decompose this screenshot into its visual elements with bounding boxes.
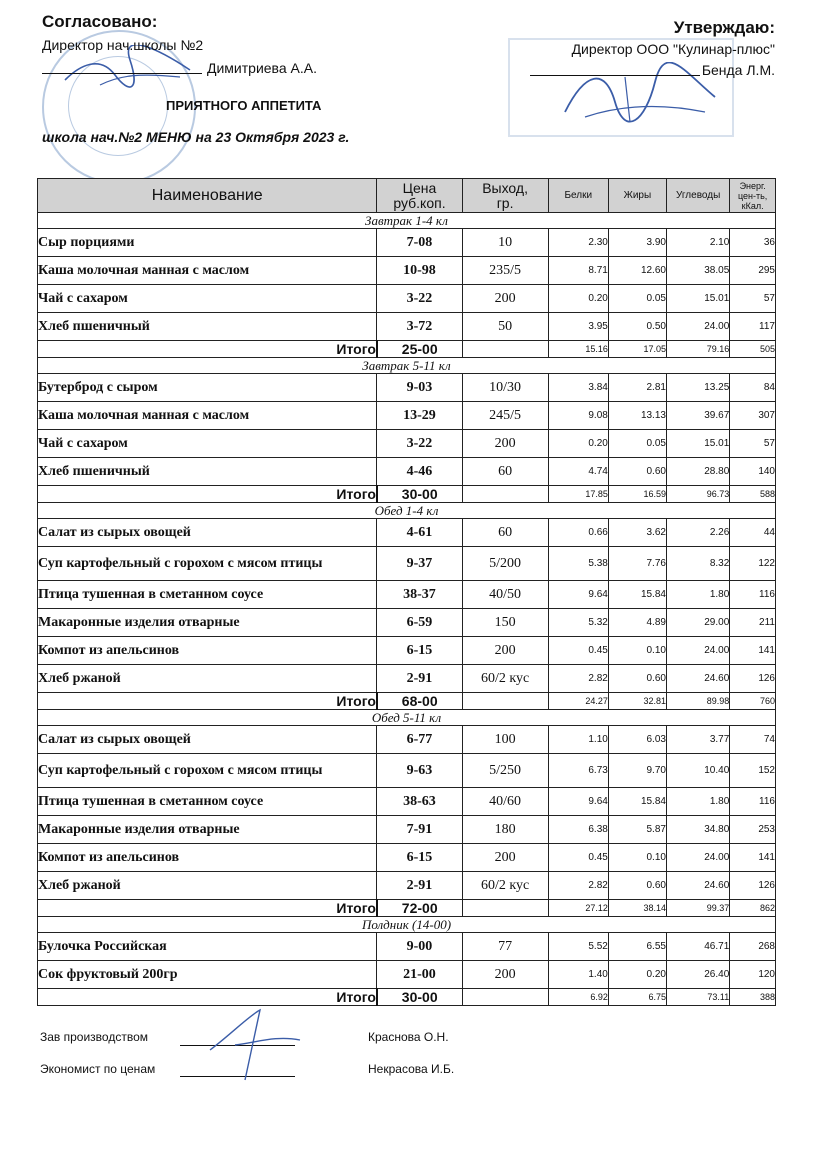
dish-protein: 0.20 — [548, 285, 608, 313]
dish-name: Суп картофельный с горохом с мясом птицы — [38, 547, 377, 581]
dish-protein: 9.64 — [548, 788, 608, 816]
dish-carbs: 1.80 — [666, 581, 729, 609]
dish-name: Чай с сахаром — [38, 430, 377, 458]
dish-name: Птица тушенная в сметанном соусе — [38, 788, 377, 816]
dish-carbs: 13.25 — [666, 374, 729, 402]
dish-price: 7-08 — [377, 229, 462, 257]
dish-output: 150 — [462, 609, 548, 637]
section-title: Полдник (14-00) — [38, 917, 776, 933]
dish-name: Чай с сахаром — [38, 285, 377, 313]
col-energy-header-line1: Энерг. — [739, 180, 766, 191]
total-kcal: 760 — [730, 693, 776, 710]
dish-carbs: 26.40 — [666, 961, 729, 989]
dish-protein: 6.73 — [548, 754, 608, 788]
dish-name: Компот из апельсинов — [38, 637, 377, 665]
total-kcal: 862 — [730, 900, 776, 917]
col-carbs-header: Углеводы — [666, 179, 729, 213]
dish-output: 5/200 — [462, 547, 548, 581]
approve-signature-line — [530, 75, 700, 76]
dish-protein: 1.10 — [548, 726, 608, 754]
dish-fat: 12.60 — [608, 257, 666, 285]
dish-protein: 3.84 — [548, 374, 608, 402]
dish-price: 3-72 — [377, 313, 462, 341]
dish-fat: 5.87 — [608, 816, 666, 844]
dish-name: Сыр порциями — [38, 229, 377, 257]
menu-item-row — [38, 844, 776, 872]
col-fat-header: Жиры — [608, 179, 666, 213]
total-label: Итого — [38, 341, 377, 358]
dish-output: 60 — [462, 519, 548, 547]
total-price: 72-00 — [377, 900, 462, 917]
menu-item-row — [38, 285, 776, 313]
dish-protein: 0.66 — [548, 519, 608, 547]
dish-protein: 0.20 — [548, 430, 608, 458]
menu-table — [37, 178, 776, 1006]
menu-item-row — [38, 257, 776, 285]
total-output-empty — [462, 693, 548, 710]
menu-item-row — [38, 519, 776, 547]
dish-fat: 2.81 — [608, 374, 666, 402]
total-carbs: 96.73 — [666, 486, 729, 503]
col-energy-header-line3: кКал. — [741, 200, 764, 211]
dish-fat: 0.05 — [608, 430, 666, 458]
menu-item-row — [38, 933, 776, 961]
menu-item-row — [38, 458, 776, 486]
dish-protein: 2.30 — [548, 229, 608, 257]
dish-fat: 6.03 — [608, 726, 666, 754]
table-header-row — [38, 179, 776, 213]
dish-price: 3-22 — [377, 285, 462, 313]
agreed-title: Согласовано: — [42, 12, 158, 31]
col-name-header: Наименование — [38, 179, 377, 213]
dish-price: 9-63 — [377, 754, 462, 788]
menu-item-row — [38, 961, 776, 989]
dish-carbs: 46.71 — [666, 933, 729, 961]
section-row — [38, 358, 776, 374]
dish-price: 21-00 — [377, 961, 462, 989]
dish-protein: 0.45 — [548, 637, 608, 665]
total-row — [38, 900, 776, 917]
dish-fat: 13.13 — [608, 402, 666, 430]
signature-right — [555, 62, 725, 132]
dish-output: 5/250 — [462, 754, 548, 788]
section-row — [38, 917, 776, 933]
total-fat: 38.14 — [608, 900, 666, 917]
section-title: Завтрак 1-4 кл — [38, 213, 776, 229]
menu-item-row — [38, 402, 776, 430]
dish-output: 10 — [462, 229, 548, 257]
dish-protein: 4.74 — [548, 458, 608, 486]
total-output-empty — [462, 341, 548, 358]
total-price: 25-00 — [377, 341, 462, 358]
dish-protein: 5.32 — [548, 609, 608, 637]
dish-price: 6-15 — [377, 844, 462, 872]
dish-output: 200 — [462, 637, 548, 665]
dish-name: Каша молочная манная с маслом — [38, 257, 377, 285]
total-price: 68-00 — [377, 693, 462, 710]
dish-kcal: 44 — [730, 519, 776, 547]
menu-item-row — [38, 430, 776, 458]
dish-name: Хлеб ржаной — [38, 665, 377, 693]
dish-fat: 3.62 — [608, 519, 666, 547]
menu-item-row — [38, 313, 776, 341]
dish-fat: 0.10 — [608, 637, 666, 665]
total-label: Итого — [38, 989, 377, 1006]
agreed-name: Димитриева А.А. — [207, 60, 317, 76]
dish-kcal: 211 — [730, 609, 776, 637]
dish-name: Сок фруктовый 200гр — [38, 961, 377, 989]
dish-name: Макаронные изделия отварные — [38, 609, 377, 637]
total-fat: 16.59 — [608, 486, 666, 503]
menu-item-row — [38, 609, 776, 637]
dish-price: 2-91 — [377, 872, 462, 900]
menu-item-row — [38, 788, 776, 816]
dish-fat: 0.20 — [608, 961, 666, 989]
dish-protein: 5.52 — [548, 933, 608, 961]
dish-name: Хлеб пшеничный — [38, 313, 377, 341]
dish-protein: 5.38 — [548, 547, 608, 581]
menu-table-body — [38, 213, 776, 1006]
menu-item-row — [38, 547, 776, 581]
dish-fat: 0.60 — [608, 872, 666, 900]
total-protein: 27.12 — [548, 900, 608, 917]
dish-carbs: 24.00 — [666, 313, 729, 341]
col-energy-header — [730, 179, 776, 213]
dish-kcal: 152 — [730, 754, 776, 788]
section-title: Обед 1-4 кл — [38, 503, 776, 519]
dish-carbs: 2.10 — [666, 229, 729, 257]
approve-role: Директор ООО "Кулинар-плюс" — [571, 41, 775, 57]
total-label: Итого — [38, 486, 377, 503]
dish-fat: 3.90 — [608, 229, 666, 257]
total-row — [38, 989, 776, 1006]
dish-kcal: 116 — [730, 788, 776, 816]
menu-item-row — [38, 754, 776, 788]
dish-price: 38-63 — [377, 788, 462, 816]
dish-price: 6-59 — [377, 609, 462, 637]
total-carbs: 89.98 — [666, 693, 729, 710]
col-output-header-line2: гр. — [496, 194, 514, 211]
dish-kcal: 120 — [730, 961, 776, 989]
dish-name: Бутерброд с сыром — [38, 374, 377, 402]
dish-name: Птица тушенная в сметанном соусе — [38, 581, 377, 609]
total-kcal: 388 — [730, 989, 776, 1006]
dish-output: 10/30 — [462, 374, 548, 402]
production-name: Краснова О.Н. — [368, 1030, 449, 1044]
total-kcal: 588 — [730, 486, 776, 503]
dish-kcal: 84 — [730, 374, 776, 402]
dish-carbs: 10.40 — [666, 754, 729, 788]
dish-output: 235/5 — [462, 257, 548, 285]
section-title: Обед 5-11 кл — [38, 710, 776, 726]
total-carbs: 79.16 — [666, 341, 729, 358]
dish-carbs: 34.80 — [666, 816, 729, 844]
dish-output: 40/60 — [462, 788, 548, 816]
dish-fat: 0.50 — [608, 313, 666, 341]
dish-protein: 2.82 — [548, 665, 608, 693]
dish-output: 50 — [462, 313, 548, 341]
dish-output: 180 — [462, 816, 548, 844]
total-label: Итого — [38, 693, 377, 710]
dish-name: Макаронные изделия отварные — [38, 816, 377, 844]
dish-name: Хлеб пшеничный — [38, 458, 377, 486]
menu-item-row — [38, 581, 776, 609]
dish-price: 13-29 — [377, 402, 462, 430]
dish-name: Салат из сырых овощей — [38, 726, 377, 754]
dish-carbs: 24.60 — [666, 665, 729, 693]
dish-fat: 7.76 — [608, 547, 666, 581]
menu-item-row — [38, 374, 776, 402]
dish-protein: 9.64 — [548, 581, 608, 609]
dish-kcal: 268 — [730, 933, 776, 961]
greeting: ПРИЯТНОГО АППЕТИТА — [166, 98, 322, 113]
dish-carbs: 15.01 — [666, 430, 729, 458]
total-protein: 15.16 — [548, 341, 608, 358]
section-title: Завтрак 5-11 кл — [38, 358, 776, 374]
approve-name: Бенда Л.М. — [701, 62, 775, 78]
col-output-header-line1: Выход, — [482, 179, 528, 196]
dish-protein: 6.38 — [548, 816, 608, 844]
dish-price: 4-46 — [377, 458, 462, 486]
total-carbs: 73.11 — [666, 989, 729, 1006]
dish-kcal: 57 — [730, 285, 776, 313]
dish-price: 3-22 — [377, 430, 462, 458]
dish-kcal: 117 — [730, 313, 776, 341]
dish-price: 6-15 — [377, 637, 462, 665]
total-row — [38, 341, 776, 358]
dish-kcal: 36 — [730, 229, 776, 257]
dish-name: Булочка Российская — [38, 933, 377, 961]
dish-name: Салат из сырых овощей — [38, 519, 377, 547]
dish-carbs: 8.32 — [666, 547, 729, 581]
menu-item-row — [38, 637, 776, 665]
dish-output: 200 — [462, 285, 548, 313]
dish-protein: 1.40 — [548, 961, 608, 989]
approve-title: Утверждаю: — [673, 18, 775, 37]
dish-fat: 15.84 — [608, 581, 666, 609]
total-price: 30-00 — [377, 486, 462, 503]
col-price-header-line1: Цена — [402, 179, 437, 196]
signature-production — [205, 1005, 305, 1085]
dish-kcal: 140 — [730, 458, 776, 486]
dish-carbs: 15.01 — [666, 285, 729, 313]
dish-fat: 0.05 — [608, 285, 666, 313]
dish-name: Компот из апельсинов — [38, 844, 377, 872]
total-kcal: 505 — [730, 341, 776, 358]
section-row — [38, 213, 776, 229]
dish-carbs: 28.80 — [666, 458, 729, 486]
dish-carbs: 3.77 — [666, 726, 729, 754]
production-role: Зав производством — [40, 1030, 148, 1044]
dish-kcal: 141 — [730, 844, 776, 872]
dish-carbs: 39.67 — [666, 402, 729, 430]
dish-name: Суп картофельный с горохом с мясом птицы — [38, 754, 377, 788]
total-output-empty — [462, 486, 548, 503]
dish-carbs: 2.26 — [666, 519, 729, 547]
total-row — [38, 486, 776, 503]
dish-output: 200 — [462, 961, 548, 989]
dish-output: 60/2 кус — [462, 872, 548, 900]
total-fat: 6.75 — [608, 989, 666, 1006]
agreed-role: Директор нач.школы №2 — [42, 37, 204, 53]
dish-name: Хлеб ржаной — [38, 872, 377, 900]
dish-carbs: 24.00 — [666, 637, 729, 665]
total-output-empty — [462, 989, 548, 1006]
dish-price: 2-91 — [377, 665, 462, 693]
dish-price: 6-77 — [377, 726, 462, 754]
dish-fat: 0.60 — [608, 458, 666, 486]
economist-role: Экономист по ценам — [40, 1062, 156, 1076]
dish-kcal: 295 — [730, 257, 776, 285]
total-fat: 17.05 — [608, 341, 666, 358]
dish-price: 9-00 — [377, 933, 462, 961]
dish-kcal: 116 — [730, 581, 776, 609]
menu-item-row — [38, 726, 776, 754]
dish-kcal: 141 — [730, 637, 776, 665]
menu-item-row — [38, 816, 776, 844]
total-price: 30-00 — [377, 989, 462, 1006]
dish-price: 9-37 — [377, 547, 462, 581]
col-energy-header-line2: цен-ть, — [737, 190, 768, 201]
dish-kcal: 307 — [730, 402, 776, 430]
menu-item-row — [38, 665, 776, 693]
total-output-empty — [462, 900, 548, 917]
dish-price: 38-37 — [377, 581, 462, 609]
total-fat: 32.81 — [608, 693, 666, 710]
dish-carbs: 24.00 — [666, 844, 729, 872]
dish-fat: 6.55 — [608, 933, 666, 961]
menu-title: школа нач.№2 МЕНЮ на 23 Октября 2023 г. — [42, 129, 350, 145]
section-row — [38, 710, 776, 726]
dish-kcal: 126 — [730, 872, 776, 900]
dish-fat: 9.70 — [608, 754, 666, 788]
col-price-header — [377, 179, 462, 213]
dish-protein: 0.45 — [548, 844, 608, 872]
dish-protein: 2.82 — [548, 872, 608, 900]
total-carbs: 99.37 — [666, 900, 729, 917]
dish-price: 4-61 — [377, 519, 462, 547]
dish-output: 245/5 — [462, 402, 548, 430]
dish-kcal: 57 — [730, 430, 776, 458]
section-row — [38, 503, 776, 519]
dish-kcal: 74 — [730, 726, 776, 754]
dish-output: 60 — [462, 458, 548, 486]
col-output-header — [462, 179, 548, 213]
dish-price: 10-98 — [377, 257, 462, 285]
dish-output: 100 — [462, 726, 548, 754]
dish-carbs: 38.05 — [666, 257, 729, 285]
total-label: Итого — [38, 900, 377, 917]
dish-carbs: 29.00 — [666, 609, 729, 637]
dish-output: 200 — [462, 430, 548, 458]
total-row — [38, 693, 776, 710]
dish-fat: 0.10 — [608, 844, 666, 872]
dish-protein: 9.08 — [548, 402, 608, 430]
dish-fat: 0.60 — [608, 665, 666, 693]
menu-item-row — [38, 229, 776, 257]
col-price-header-line2: руб.коп. — [393, 194, 446, 211]
dish-output: 77 — [462, 933, 548, 961]
dish-carbs: 24.60 — [666, 872, 729, 900]
col-protein-header: Белки — [548, 179, 608, 213]
dish-output: 200 — [462, 844, 548, 872]
total-protein: 6.92 — [548, 989, 608, 1006]
dish-price: 7-91 — [377, 816, 462, 844]
menu-item-row — [38, 872, 776, 900]
total-protein: 17.85 — [548, 486, 608, 503]
total-protein: 24.27 — [548, 693, 608, 710]
dish-fat: 15.84 — [608, 788, 666, 816]
economist-name: Некрасова И.Б. — [368, 1062, 455, 1076]
dish-protein: 3.95 — [548, 313, 608, 341]
dish-carbs: 1.80 — [666, 788, 729, 816]
dish-fat: 4.89 — [608, 609, 666, 637]
dish-price: 9-03 — [377, 374, 462, 402]
dish-kcal: 253 — [730, 816, 776, 844]
dish-output: 40/50 — [462, 581, 548, 609]
dish-kcal: 122 — [730, 547, 776, 581]
dish-output: 60/2 кус — [462, 665, 548, 693]
dish-kcal: 126 — [730, 665, 776, 693]
dish-name: Каша молочная манная с маслом — [38, 402, 377, 430]
agreed-signature-line — [42, 73, 202, 74]
dish-protein: 8.71 — [548, 257, 608, 285]
